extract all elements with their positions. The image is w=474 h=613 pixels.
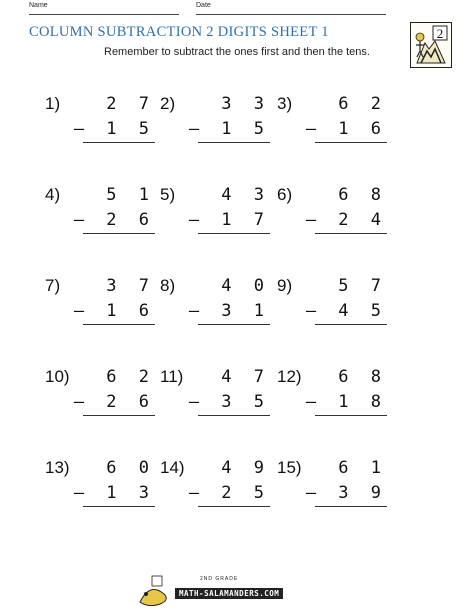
subtraction-problem xyxy=(277,367,387,427)
minuend: 4 0 xyxy=(221,276,270,296)
problem-number: 15) xyxy=(277,458,302,477)
date-line xyxy=(196,14,386,15)
minuend: 6 0 xyxy=(106,458,155,478)
subtrahend: – 4 5 xyxy=(305,301,387,321)
subtraction-problem xyxy=(45,458,155,518)
minuend: 6 8 xyxy=(338,185,387,205)
subtrahend: – 2 6 xyxy=(73,392,155,412)
minuend: 6 8 xyxy=(338,367,387,387)
problem-number: 4) xyxy=(45,185,61,204)
subtrahend: – 3 9 xyxy=(305,483,387,503)
subtrahend: – 2 5 xyxy=(188,483,270,503)
answer-line xyxy=(315,142,387,143)
minuend: 4 3 xyxy=(221,185,270,205)
problem-number: 12) xyxy=(277,367,302,386)
subtrahend: – 2 4 xyxy=(305,210,387,230)
problem-number: 10) xyxy=(45,367,70,386)
answer-line xyxy=(83,415,155,416)
name-label: Name xyxy=(29,2,48,9)
answer-line xyxy=(198,142,270,143)
footer-grade-text: 2ND GRADE xyxy=(200,576,239,582)
subtrahend: – 3 5 xyxy=(188,392,270,412)
subtraction-problem xyxy=(277,276,387,336)
answer-line xyxy=(198,233,270,234)
subtrahend: – 1 5 xyxy=(73,119,155,139)
logo-grade-number: 2 xyxy=(436,26,444,41)
subtrahend: – 1 6 xyxy=(73,301,155,321)
subtraction-problem xyxy=(45,185,155,245)
subtraction-problem xyxy=(277,94,387,154)
problem-number: 3) xyxy=(277,94,293,113)
instructions: Remember to subtract the ones first and then the tens. xyxy=(104,46,370,58)
subtraction-problem xyxy=(277,458,387,518)
minuend: 6 2 xyxy=(106,367,155,387)
subtraction-problem xyxy=(45,276,155,336)
problem-number: 1) xyxy=(45,94,61,113)
subtrahend: – 3 1 xyxy=(188,301,270,321)
answer-line xyxy=(315,506,387,507)
name-line xyxy=(29,14,179,15)
problem-number: 9) xyxy=(277,276,293,295)
answer-line xyxy=(83,324,155,325)
subtraction-problem xyxy=(160,458,270,518)
minuend: 3 7 xyxy=(106,276,155,296)
minuend: 3 3 xyxy=(221,94,270,114)
subtrahend: – 1 3 xyxy=(73,483,155,503)
answer-line xyxy=(83,233,155,234)
subtraction-problem xyxy=(45,367,155,427)
answer-line xyxy=(315,233,387,234)
subtraction-problem xyxy=(160,185,270,245)
problem-number: 2) xyxy=(160,94,176,113)
problem-number: 5) xyxy=(160,185,176,204)
problem-number: 7) xyxy=(45,276,61,295)
salamander-logo xyxy=(410,22,452,68)
problem-number: 11) xyxy=(160,367,184,386)
minuend: 2 7 xyxy=(106,94,155,114)
answer-line xyxy=(315,415,387,416)
minuend: 4 9 xyxy=(221,458,270,478)
worksheet-title: COLUMN SUBTRACTION 2 DIGITS SHEET 1 xyxy=(29,24,329,40)
subtraction-problem xyxy=(45,94,155,154)
answer-line xyxy=(315,324,387,325)
answer-line xyxy=(83,506,155,507)
subtraction-problem xyxy=(277,185,387,245)
subtraction-problem xyxy=(160,94,270,154)
minuend: 6 2 xyxy=(338,94,387,114)
problem-number: 13) xyxy=(45,458,70,477)
subtrahend: – 1 7 xyxy=(188,210,270,230)
minuend: 5 7 xyxy=(338,276,387,296)
subtrahend: – 1 8 xyxy=(305,392,387,412)
subtrahend: – 2 6 xyxy=(73,210,155,230)
problem-number: 8) xyxy=(160,276,176,295)
minuend: 6 1 xyxy=(338,458,387,478)
problem-number: 6) xyxy=(277,185,293,204)
footer-site-text: MATH-SALAMANDERS.COM xyxy=(175,588,283,599)
subtraction-problem xyxy=(160,276,270,336)
problem-number: 14) xyxy=(160,458,185,477)
answer-line xyxy=(198,415,270,416)
subtrahend: – 1 5 xyxy=(188,119,270,139)
minuend: 4 7 xyxy=(221,367,270,387)
subtraction-problem xyxy=(160,367,270,427)
answer-line xyxy=(83,142,155,143)
minuend: 5 1 xyxy=(106,185,155,205)
date-label: Date xyxy=(196,2,211,9)
subtrahend: – 1 6 xyxy=(305,119,387,139)
answer-line xyxy=(198,324,270,325)
answer-line xyxy=(198,506,270,507)
